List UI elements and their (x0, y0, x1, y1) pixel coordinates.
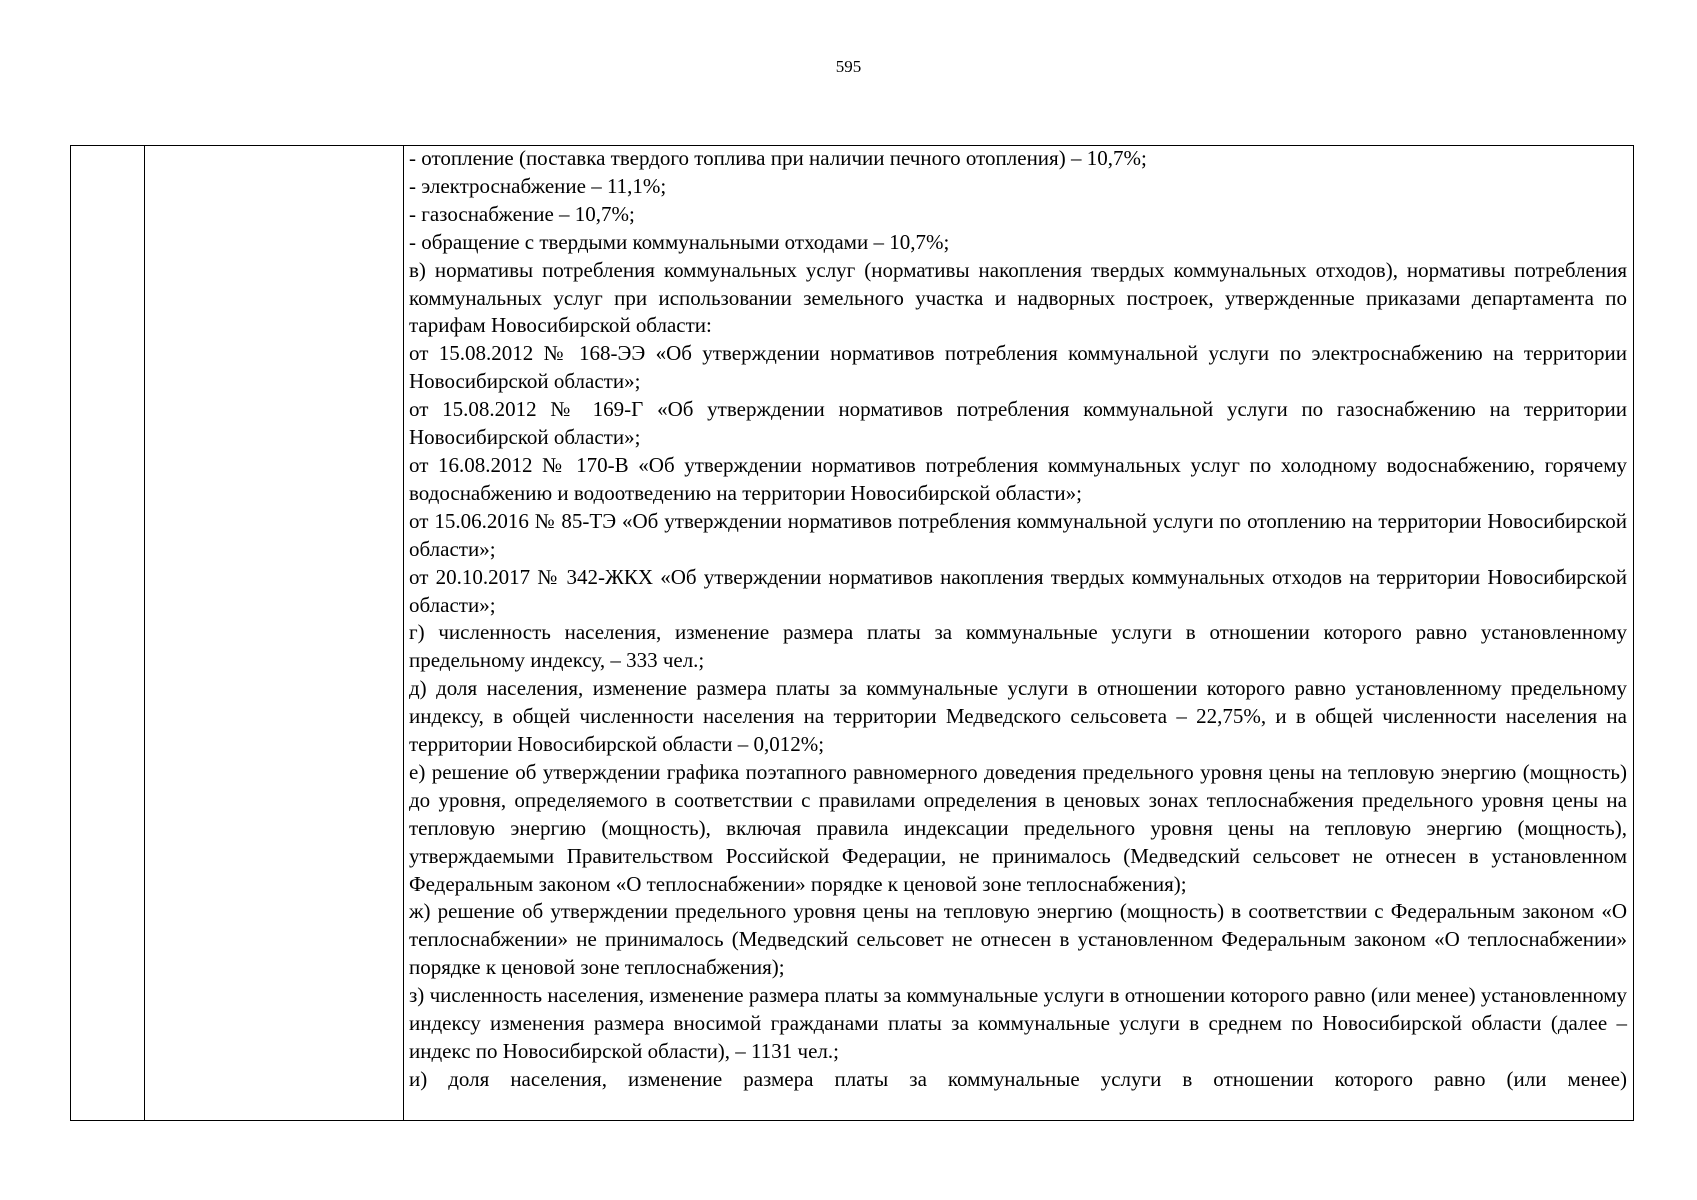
paragraph-item-zh: ж) решение об утверждении предельного уровня цены на тепловую энергию (мощность) в соответствии с Федеральным законом «О теплоснабжении» не принималось (Медведский сельсовет не отнесен в установленном Федеральным законом «О теплоснабжении» порядке к ценовой зоне теплоснабжения); (409, 899, 1627, 980)
paragraph-order-169: от 15.08.2012 № 169-Г «Об утверждении нормативов потребления коммунальной услуги по газоснабжению на территории Новосибирской области»; (409, 397, 1627, 450)
paragraph-item-g: г) численность населения, изменение размера платы за коммунальные услуги в отношении которого равно установленному предельному индексу, – 333 чел.; (409, 620, 1627, 673)
paragraph-order-168: от 15.08.2012 № 168-ЭЭ «Об утверждении нормативов потребления коммунальной услуги по электроснабжению на территории Новосибирской области»; (409, 341, 1627, 394)
table-row (71, 146, 1634, 1121)
table-cell-name (145, 146, 404, 1121)
paragraph-electricity: - электроснабжение – 11,1%; (409, 173, 667, 198)
document-table (70, 145, 1634, 1121)
paragraph-item-z: з) численность населения, изменение размера платы за коммунальные услуги в отношении которого равно (или менее) установленному индексу изменения размера вносимой гражданами платы за коммунальные услуги в среднем по Новосибирской области (далее – индекс по Новосибирской области), – 1131 чел.; (409, 983, 1627, 1063)
paragraph-order-85: от 15.06.2016 № 85-ТЭ «Об утверждении нормативов потребления коммунальной услуги по отоплению на территории Новосибирской области»; (409, 508, 1627, 561)
paragraph-gas: - газоснабжение – 10,7%; (409, 201, 635, 226)
page-number: 595 (835, 57, 862, 76)
content-text (409, 146, 1627, 1094)
paragraph-order-170: от 16.08.2012 № 170-В «Об утверждении нормативов потребления коммунальных услуг по холодному водоснабжению, горячему водоснабжению и водоотведению на территории Новосибирской области»; (409, 452, 1627, 505)
paragraph-item-i: и) доля населения, изменение размера платы за коммунальные услуги в отношении которого равно (или менее) (409, 1066, 1627, 1091)
paragraph-item-d: д) доля населения, изменение размера платы за коммунальные услуги в отношении которого равно установленному предельному индексу, в общей численности населения на территории Медведского сельсовета – 22,75%, и в общей численности населения на территории Новосибирской области – 0,012%; (409, 676, 1627, 757)
paragraph-heating: - отопление (поставка твердого топлива при наличии печного отопления) – 10,7%; (409, 146, 1147, 170)
paragraph-order-342: от 20.10.2017 № 342-ЖКХ «Об утверждении нормативов накопления твердых коммунальных отходов на территории Новосибирской области»; (409, 564, 1627, 617)
paragraph-item-v: в) нормативы потребления коммунальных услуг (нормативы накопления твердых коммунальных отходов), нормативы потребления коммунальных услуг при использовании земельного участка и надворных построек, утвержденные приказами департамента по тарифам Новосибирской области: (409, 257, 1627, 338)
paragraph-waste: - обращение с твердыми коммунальными отходами – 10,7%; (409, 229, 950, 254)
paragraph-item-e: е) решение об утверждении графика поэтапного равномерного доведения предельного уровня цены на тепловую энергию (мощность) до уровня, определяемого в соответствии с правилами определения в ценовых зонах теплоснабжения предельного уровня цены на тепловую энергию (мощность), включая правила индексации предельного уровня цены на тепловую энергию (мощность), утверждаемыми Правительством Российской Федерации, не принималось (Медведский сельсовет не отнесен в установленном Федеральным законом «О теплоснабжении» порядке к ценовой зоне теплоснабжения); (409, 759, 1627, 896)
table-cell-number (71, 146, 145, 1121)
table-cell-content (404, 146, 1634, 1121)
